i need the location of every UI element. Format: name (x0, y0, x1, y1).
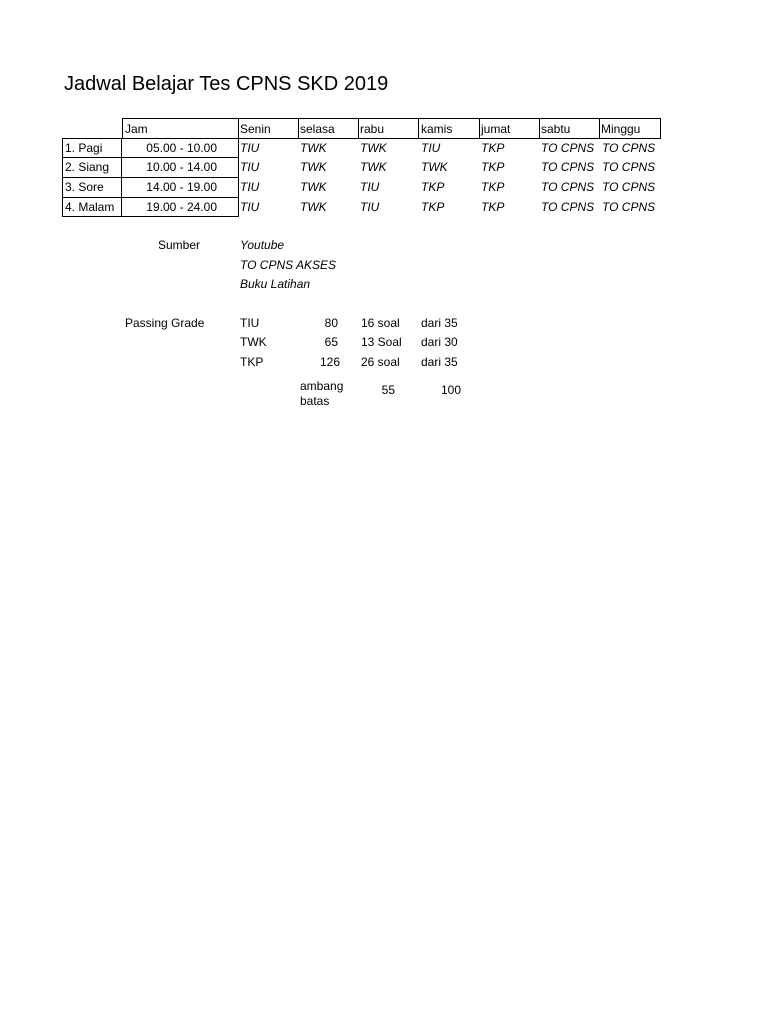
grade-name: TWK (240, 335, 267, 349)
ambang-label: ambang (300, 379, 344, 393)
sumber-label: Sumber (158, 238, 201, 252)
header-jam: Jam (125, 122, 148, 136)
day-cell: TIU (421, 141, 441, 155)
header-kamis: kamis (421, 122, 453, 136)
day-cell: TKP (481, 200, 505, 214)
grade-dari: dari 30 (421, 335, 458, 349)
day-cell: TWK (360, 141, 387, 155)
sumber-item: TO CPNS AKSES (240, 258, 337, 272)
grade-soal: 16 soal (361, 316, 400, 330)
day-cell: TO CPNS (602, 180, 656, 194)
grade-dari: dari 35 (421, 316, 458, 330)
day-cell: TKP (481, 160, 505, 174)
day-cell: TO CPNS (541, 200, 595, 214)
day-cell: TIU (360, 180, 380, 194)
row-time: 19.00 - 24.00 (146, 200, 217, 214)
day-cell: TO CPNS (541, 180, 595, 194)
row-time: 10.00 - 14.00 (146, 160, 217, 174)
column-divider (599, 118, 600, 139)
day-cell: TKP (481, 141, 505, 155)
passing-grade-label: Passing Grade (125, 316, 205, 330)
row-time: 14.00 - 19.00 (146, 180, 217, 194)
row-label: 3. Sore (65, 180, 104, 194)
day-cell: TWK (421, 160, 448, 174)
grade-score: 80 (324, 316, 338, 330)
row-label: 4. Malam (65, 200, 115, 214)
day-cell: TIU (360, 200, 380, 214)
day-cell: TWK (300, 180, 327, 194)
grade-name: TIU (240, 316, 260, 330)
row-label: 1. Pagi (65, 141, 103, 155)
day-cell: TWK (300, 200, 327, 214)
grade-score: 126 (319, 355, 340, 369)
day-cell: TWK (360, 160, 387, 174)
column-divider (479, 118, 480, 139)
column-divider (298, 118, 299, 139)
column-divider (418, 118, 419, 139)
row-label: 2. Siang (65, 160, 110, 174)
header-rabu: rabu (360, 122, 385, 136)
day-cell: TO CPNS (602, 200, 656, 214)
day-cell: TIU (240, 180, 260, 194)
header-selasa: selasa (300, 122, 335, 136)
header-sabtu: sabtu (541, 122, 571, 136)
day-cell: TWK (300, 160, 327, 174)
sumber-item: Buku Latihan (240, 277, 311, 291)
day-cell: TKP (481, 180, 505, 194)
day-cell: TO CPNS (541, 160, 595, 174)
page-title: Jadwal Belajar Tes CPNS SKD 2019 (64, 73, 389, 95)
ambang-total: 100 (440, 383, 461, 397)
grade-soal: 26 soal (361, 355, 400, 369)
day-cell: TO CPNS (541, 141, 595, 155)
sumber-item: Youtube (240, 238, 285, 252)
ambang-value: 55 (381, 383, 395, 397)
column-divider (539, 118, 540, 139)
day-cell: TKP (421, 180, 445, 194)
day-cell: TIU (240, 200, 260, 214)
header-senin: Senin (240, 122, 271, 136)
day-cell: TIU (240, 141, 260, 155)
grade-soal: 13 Soal (361, 335, 402, 349)
column-divider (358, 118, 359, 139)
row-time: 05.00 - 10.00 (146, 141, 217, 155)
batas-label: batas (300, 394, 330, 408)
day-cell: TO CPNS (602, 160, 656, 174)
header-jumat: jumat (481, 122, 511, 136)
grade-dari: dari 35 (421, 355, 458, 369)
day-cell: TO CPNS (602, 141, 656, 155)
day-cell: TIU (240, 160, 260, 174)
grade-name: TKP (240, 355, 264, 369)
header-row-border (122, 118, 661, 139)
day-cell: TKP (421, 200, 445, 214)
day-cell: TWK (300, 141, 327, 155)
grade-score: 65 (324, 335, 338, 349)
column-divider (238, 118, 239, 139)
header-minggu: Minggu (601, 122, 641, 136)
